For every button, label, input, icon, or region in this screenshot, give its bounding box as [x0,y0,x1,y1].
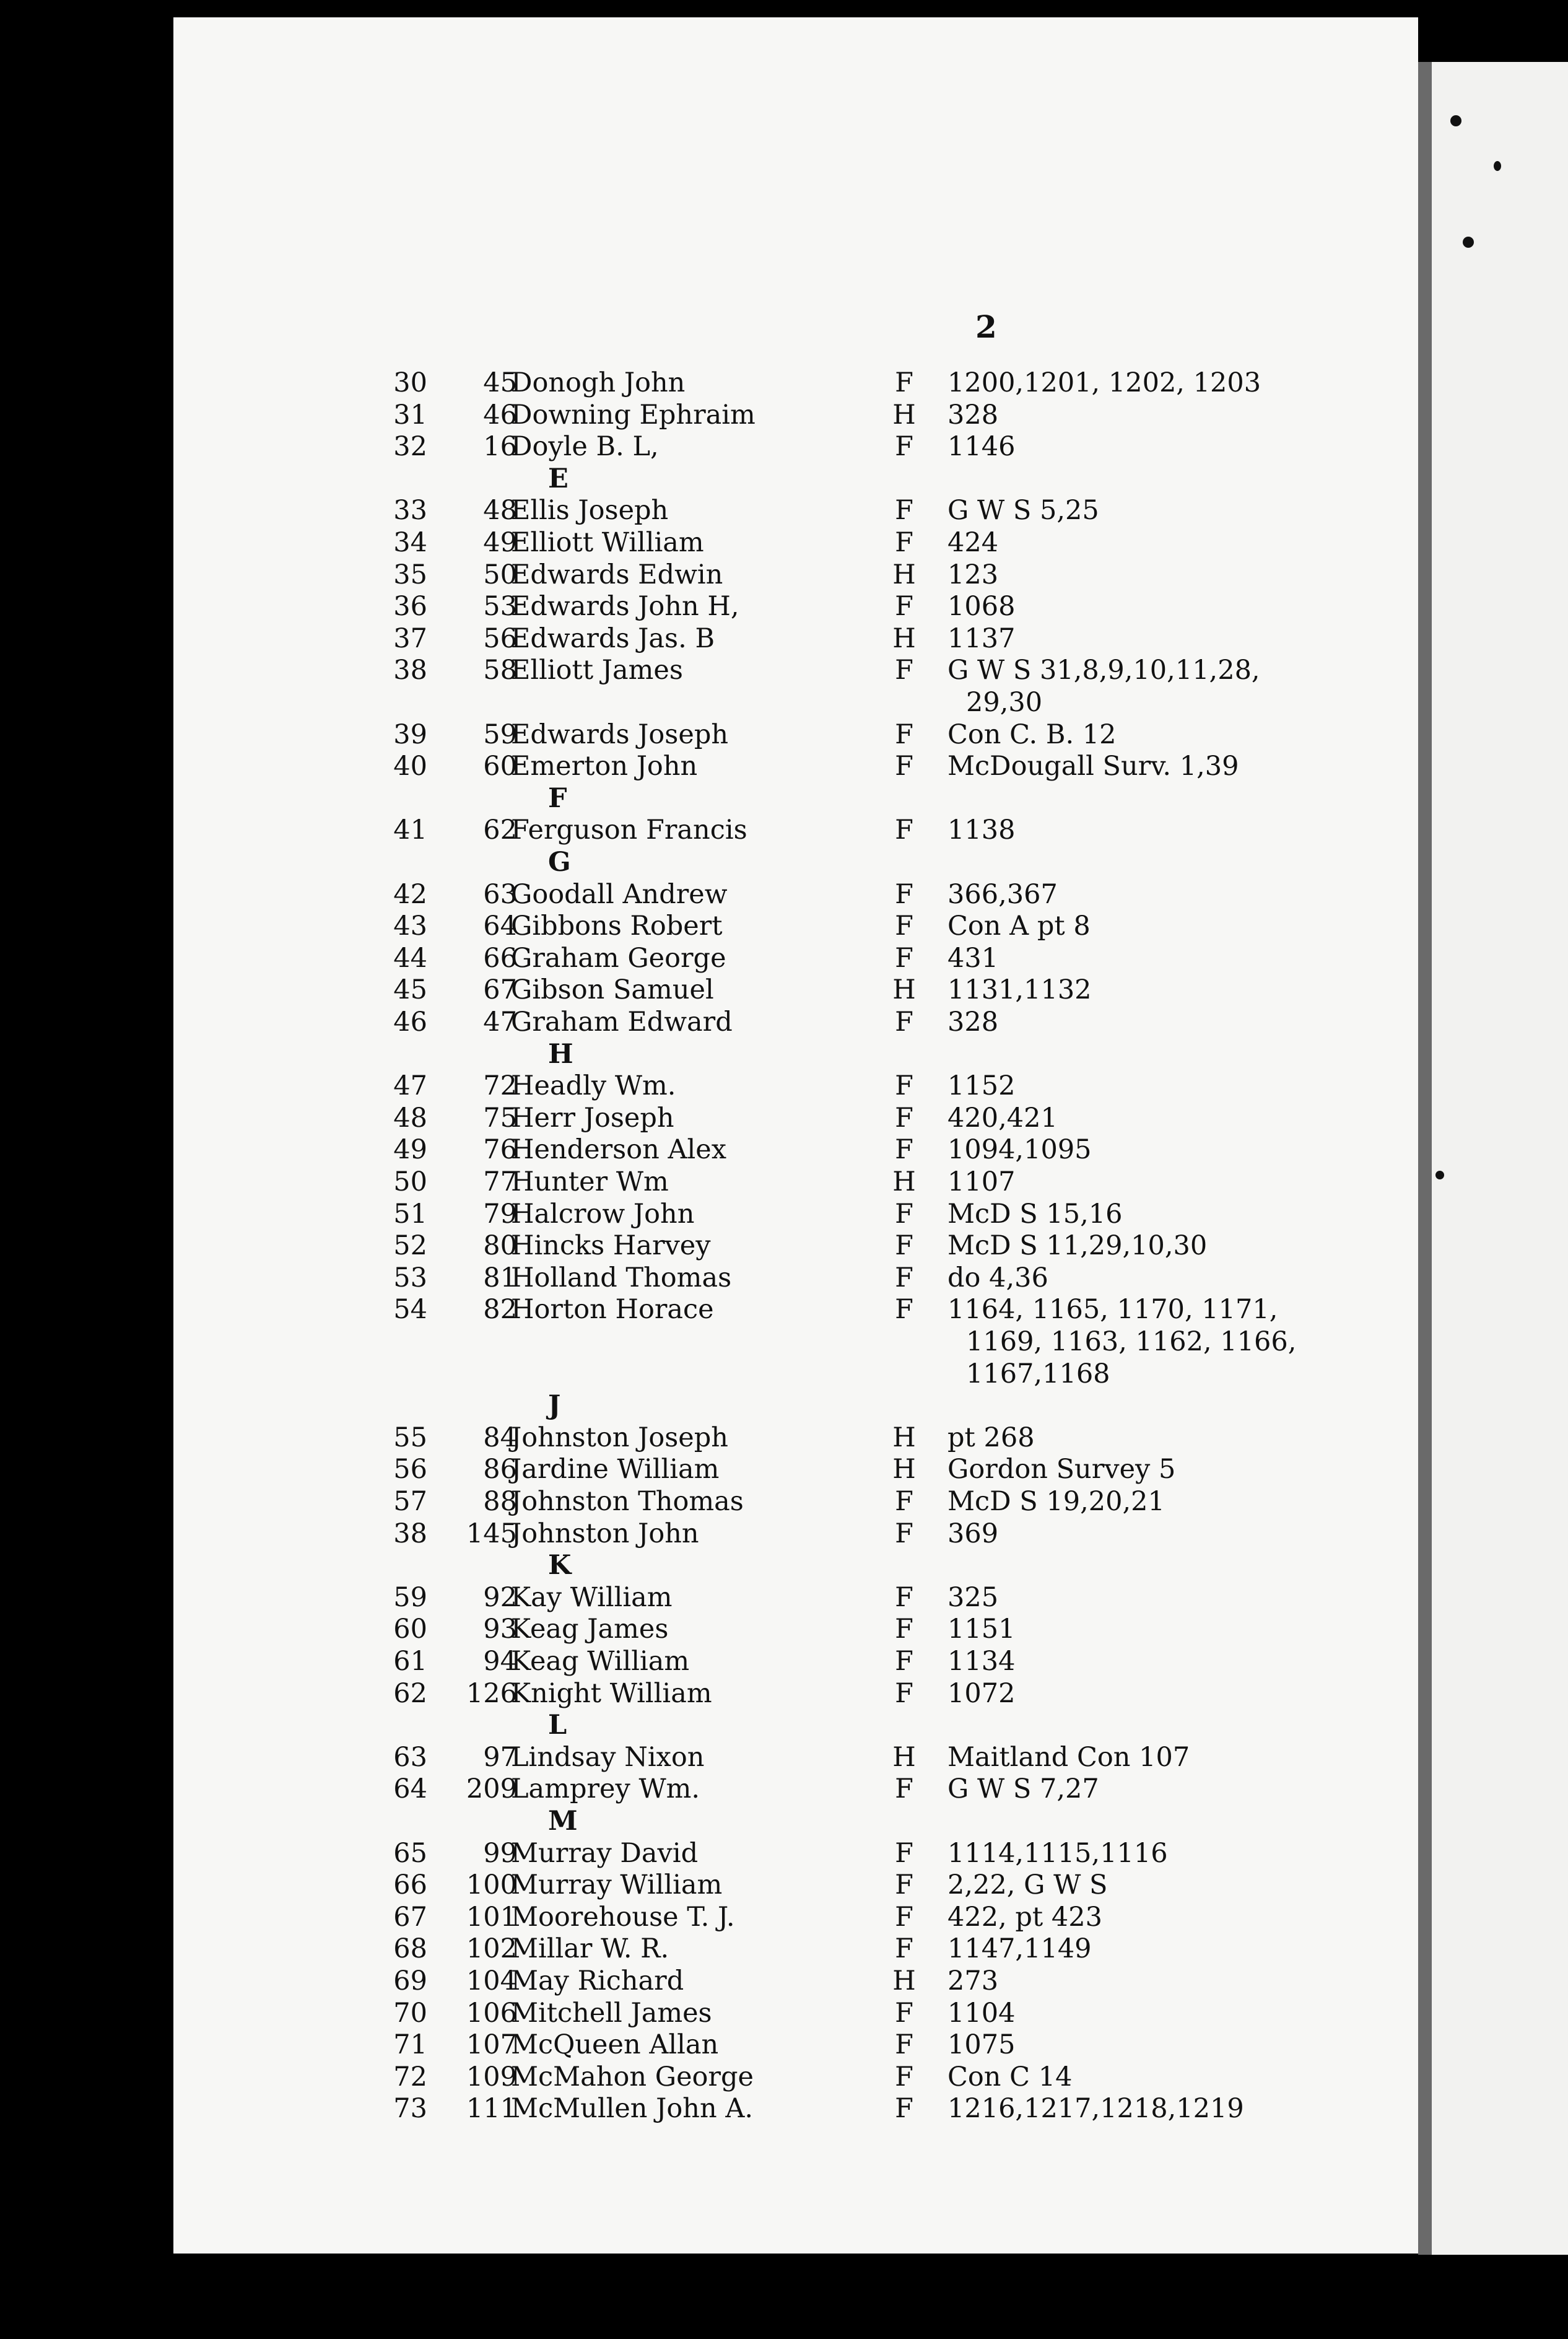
lot-description: 328 [947,1007,999,1038]
voter-name: Ellis Joseph [511,495,669,527]
voter-name: Murray David [511,1837,699,1869]
section-letter-text: G [548,847,571,878]
voter-name: Edwards John H, [511,591,739,623]
lot-description: McDougall Surv. 1,39 [947,751,1239,782]
table-row [173,495,1418,526]
qualification: F [895,751,913,782]
ink-speck [1463,237,1474,248]
qualification: F [895,1518,913,1549]
document-page [173,17,1418,2254]
row-number: 32 [393,431,427,463]
qualification: H [892,559,916,590]
lot-description: 1146 [947,431,1016,463]
row-number: 39 [393,719,427,750]
row-number: 45 [393,974,427,1006]
table-row [173,1103,1418,1134]
page-number: 2 [975,308,997,345]
section-letter [173,1710,1418,1741]
row-number: 69 [393,1965,427,1996]
voter-name: Hincks Harvey [511,1230,711,1262]
voter-name: Donogh John [511,367,686,398]
roll-number: 49 [483,527,517,558]
qualification: F [895,367,913,398]
row-number: 64 [393,1773,427,1805]
voter-name: Keag James [511,1614,669,1645]
section-letter-text: M [548,1806,578,1837]
voters-list [173,17,1418,2254]
lot-description: Maitland Con 107 [947,1741,1190,1773]
lot-description: 1134 [947,1646,1016,1677]
roll-number: 80 [483,1230,517,1262]
lot-description: 422, pt 423 [947,1901,1102,1933]
row-number: 43 [393,911,427,942]
qualification: F [895,527,913,558]
lot-description: 1107 [947,1166,1016,1197]
row-number: 48 [393,1102,427,1134]
row-number: 51 [393,1198,427,1230]
table-row [173,1134,1418,1165]
lot-description: pt 268 [947,1422,1035,1453]
roll-number: 53 [483,591,517,623]
qualification: H [892,1965,916,1996]
table-row [173,1902,1418,1933]
voter-name: Goodall Andrew [511,878,728,910]
lot-continuation-text: 1169, 1163, 1162, 1166, [966,1326,1297,1357]
table-row [173,1933,1418,1964]
lot-description: 420,421 [947,1102,1058,1134]
roll-number: 79 [483,1198,517,1230]
section-letter [173,1390,1418,1421]
row-number: 57 [393,1486,427,1517]
row-number: 47 [393,1070,427,1102]
roll-number: 82 [483,1294,517,1326]
qualification: F [895,2093,913,2125]
roll-number: 58 [483,655,517,686]
row-number: 54 [393,1294,427,1326]
roll-number: 76 [483,1134,517,1166]
lot-description: 1131,1132 [947,974,1092,1006]
row-number: 52 [393,1230,427,1262]
table-row [173,2029,1418,2060]
roll-number: 62 [483,815,517,846]
section-letter [173,1039,1418,1070]
table-row [173,1422,1418,1453]
table-row [173,623,1418,654]
voter-name: Jardine William [511,1454,720,1485]
table-row [173,1294,1418,1325]
lot-description: Con C. B. 12 [947,719,1117,750]
roll-number: 109 [466,2061,517,2092]
qualification: F [895,655,913,686]
row-number: 38 [393,1518,427,1549]
row-number: 68 [393,1933,427,1965]
lot-description: McD S 15,16 [947,1198,1123,1230]
voter-name: May Richard [511,1965,684,1996]
row-number: 72 [393,2061,427,2092]
section-letter-text: L [548,1710,567,1741]
section-letter-text: J [548,1390,561,1422]
section-letter-text: F [548,782,567,814]
roll-number: 77 [483,1166,517,1197]
row-number: 56 [393,1454,427,1485]
voter-name: Graham George [511,942,726,974]
lot-description: do 4,36 [947,1262,1048,1293]
qualification: F [895,2061,913,2092]
lot-description: 1147,1149 [947,1933,1092,1965]
roll-number: 86 [483,1454,517,1485]
voter-name: Herr Joseph [511,1102,674,1134]
voter-name: Johnston Joseph [511,1422,728,1453]
qualification: F [895,1070,913,1102]
roll-number: 48 [483,495,517,527]
table-row [173,1965,1418,1996]
voter-name: Holland Thomas [511,1262,732,1293]
voter-name: McMahon George [511,2061,754,2092]
roll-number: 102 [466,1933,517,1965]
roll-number: 104 [466,1965,517,1996]
roll-number: 60 [483,751,517,782]
roll-number: 63 [483,878,517,910]
table-row [173,974,1418,1005]
roll-number: 45 [483,367,517,398]
roll-number: 107 [466,2029,517,2061]
lot-description: 325 [947,1581,999,1613]
row-number: 36 [393,591,427,623]
row-number: 34 [393,527,427,558]
lot-description: 1114,1115,1116 [947,1837,1168,1869]
row-number: 66 [393,1869,427,1901]
section-letter [173,1550,1418,1581]
ink-speck [1450,115,1461,126]
roll-number: 106 [466,1997,517,2029]
voter-name: Downing Ephraim [511,399,756,431]
qualification: F [895,1901,913,1933]
table-row [173,1518,1418,1549]
voter-name: Moorehouse T. J. [511,1901,735,1933]
voter-name: Edwards Jas. B [511,623,715,654]
lot-description: 1072 [947,1677,1016,1709]
lot-description: 1216,1217,1218,1219 [947,2093,1244,2125]
qualification: H [892,1166,916,1197]
table-row [173,815,1418,846]
row-number: 38 [393,655,427,686]
lot-description: 1094,1095 [947,1134,1092,1166]
qualification: F [895,1198,913,1230]
section-letter [173,1806,1418,1837]
lot-description: 431 [947,942,999,974]
voter-name: Horton Horace [511,1294,714,1326]
qualification: F [895,1230,913,1262]
qualification: F [895,1262,913,1293]
row-number: 63 [393,1741,427,1773]
lot-continuation [173,1358,1418,1389]
qualification: F [895,1677,913,1709]
lot-description: 1152 [947,1070,1016,1102]
qualification: F [895,815,913,846]
lot-description: 1068 [947,591,1016,623]
roll-number: 100 [466,1869,517,1901]
lot-description: Con C 14 [947,2061,1073,2092]
row-number: 73 [393,2093,427,2125]
roll-number: 47 [483,1007,517,1038]
row-number: 49 [393,1134,427,1166]
qualification: F [895,2029,913,2061]
row-number: 40 [393,751,427,782]
table-row [173,1646,1418,1677]
voter-name: Hunter Wm [511,1166,669,1197]
qualification: F [895,942,913,974]
section-letter [173,847,1418,878]
lot-description: 1137 [947,623,1016,654]
voter-name: Headly Wm. [511,1070,676,1102]
voter-name: Doyle B. L, [511,431,659,463]
roll-number: 56 [483,623,517,654]
voter-name: Graham Edward [511,1007,733,1038]
voter-name: Ferguson Francis [511,815,747,846]
voter-name: Murray William [511,1869,723,1901]
qualification: F [895,431,913,463]
roll-number: 59 [483,719,517,750]
voter-name: Keag William [511,1646,690,1677]
row-number: 46 [393,1007,427,1038]
row-number: 67 [393,1901,427,1933]
table-row [173,431,1418,462]
roll-number: 101 [466,1901,517,1933]
table-row [173,1742,1418,1773]
roll-number: 145 [466,1518,517,1549]
qualification: F [895,1997,913,2029]
lot-continuation-text: 1167,1168 [966,1358,1110,1389]
qualification: F [895,1486,913,1517]
table-row [173,655,1418,686]
lot-description: 1104 [947,1997,1016,2029]
voter-name: Gibbons Robert [511,911,723,942]
table-row [173,1166,1418,1197]
lot-description: McD S 11,29,10,30 [947,1230,1208,1262]
voter-name: Gibson Samuel [511,974,714,1006]
qualification: F [895,1646,913,1677]
row-number: 61 [393,1646,427,1677]
table-row [173,1998,1418,2029]
table-row [173,527,1418,558]
qualification: H [892,974,916,1006]
roll-number: 81 [483,1262,517,1293]
table-row [173,1486,1418,1517]
row-number: 60 [393,1614,427,1645]
section-letter-text: E [548,463,568,494]
row-number: 71 [393,2029,427,2061]
qualification: H [892,623,916,654]
table-row [173,1838,1418,1869]
qualification: H [892,1422,916,1453]
voter-name: Halcrow John [511,1198,695,1230]
table-row [173,591,1418,622]
voter-name: Lamprey Wm. [511,1773,700,1805]
lot-continuation-text: 29,30 [966,687,1043,718]
row-number: 31 [393,399,427,431]
lot-description: 369 [947,1518,999,1549]
row-number: 53 [393,1262,427,1293]
table-row [173,2093,1418,2124]
voter-name: Lindsay Nixon [511,1741,705,1773]
lot-description: 424 [947,527,999,558]
lot-description: 1138 [947,815,1016,846]
qualification: F [895,878,913,910]
voter-name: Emerton John [511,751,698,782]
roll-number: 66 [483,942,517,974]
table-row [173,719,1418,750]
voter-name: Johnston John [511,1518,699,1549]
row-number: 37 [393,623,427,654]
roll-number: 16 [483,431,517,463]
lot-description: McD S 19,20,21 [947,1486,1165,1517]
table-row [173,911,1418,942]
qualification: F [895,495,913,527]
row-number: 62 [393,1677,427,1709]
roll-number: 99 [483,1837,517,1869]
facing-page-edge [1418,62,1568,2255]
qualification: F [895,1134,913,1166]
voter-name: Edwards Joseph [511,719,729,750]
voter-name: Knight William [511,1677,712,1709]
section-letter-text: H [548,1038,573,1070]
lot-description: 1075 [947,2029,1016,2061]
row-number: 42 [393,878,427,910]
roll-number: 97 [483,1741,517,1773]
table-row [173,1070,1418,1101]
section-letter-text: K [548,1550,572,1581]
qualification: F [895,1869,913,1901]
table-row [173,751,1418,782]
table-row [173,943,1418,974]
qualification: F [895,1933,913,1965]
lot-continuation [173,687,1418,718]
lot-description: G W S 7,27 [947,1773,1099,1805]
table-row [173,1678,1418,1709]
voter-name: Elliott William [511,527,704,558]
qualification: F [895,1614,913,1645]
lot-description: Gordon Survey 5 [947,1454,1176,1485]
row-number: 33 [393,495,427,527]
voter-name: Mitchell James [511,1997,712,2029]
qualification: F [895,1773,913,1805]
table-row [173,1773,1418,1804]
row-number: 70 [393,1997,427,2029]
row-number: 59 [393,1581,427,1613]
voter-name: McMullen John A. [511,2093,754,2125]
table-row [173,1454,1418,1485]
voter-name: Johnston Thomas [511,1486,744,1517]
qualification: H [892,1741,916,1773]
voter-name: Edwards Edwin [511,559,723,590]
lot-description: 123 [947,559,999,590]
row-number: 55 [393,1422,427,1453]
table-row [173,1614,1418,1645]
section-letter [173,463,1418,494]
qualification: H [892,1454,916,1485]
ink-speck [1494,161,1501,171]
voter-name: Elliott James [511,655,683,686]
row-number: 30 [393,367,427,398]
lot-description: 328 [947,399,999,431]
qualification: F [895,911,913,942]
roll-number: 84 [483,1422,517,1453]
roll-number: 126 [466,1677,517,1709]
roll-number: 93 [483,1614,517,1645]
roll-number: 94 [483,1646,517,1677]
qualification: F [895,1837,913,1869]
voter-name: McQueen Allan [511,2029,719,2061]
row-number: 41 [393,815,427,846]
roll-number: 75 [483,1102,517,1134]
lot-description: Con A pt 8 [947,911,1091,942]
qualification: F [895,1581,913,1613]
table-row [173,367,1418,398]
table-row [173,1199,1418,1230]
voter-name: Henderson Alex [511,1134,726,1166]
lot-description: 273 [947,1965,999,1996]
lot-continuation [173,1326,1418,1357]
section-letter [173,783,1418,814]
table-row [173,1007,1418,1038]
qualification: F [895,591,913,623]
table-row [173,2061,1418,2092]
roll-number: 88 [483,1486,517,1517]
voter-name: Millar W. R. [511,1933,669,1965]
roll-number: 111 [466,2093,517,2125]
roll-number: 50 [483,559,517,590]
table-row [173,1262,1418,1293]
row-number: 35 [393,559,427,590]
qualification: F [895,1294,913,1326]
table-row [173,1582,1418,1613]
table-row [173,400,1418,431]
lot-description: 366,367 [947,878,1058,910]
lot-description: 1151 [947,1614,1016,1645]
row-number: 44 [393,942,427,974]
ink-speck [1435,1171,1444,1179]
roll-number: 92 [483,1581,517,1613]
lot-description: 2,22, G W S [947,1869,1108,1901]
qualification: F [895,719,913,750]
table-row [173,1869,1418,1900]
table-row [173,559,1418,590]
voter-name: Kay William [511,1581,673,1613]
lot-description: G W S 5,25 [947,495,1099,527]
table-row [173,879,1418,910]
row-number: 50 [393,1166,427,1197]
roll-number: 46 [483,399,517,431]
roll-number: 64 [483,911,517,942]
table-row [173,1230,1418,1261]
roll-number: 209 [466,1773,517,1805]
qualification: H [892,399,916,431]
qualification: F [895,1102,913,1134]
lot-description: 1164, 1165, 1170, 1171, [947,1294,1278,1326]
qualification: F [895,1007,913,1038]
row-number: 65 [393,1837,427,1869]
roll-number: 67 [483,974,517,1006]
roll-number: 72 [483,1070,517,1102]
lot-description: 1200,1201, 1202, 1203 [947,367,1261,398]
lot-description: G W S 31,8,9,10,11,28, [947,655,1260,686]
